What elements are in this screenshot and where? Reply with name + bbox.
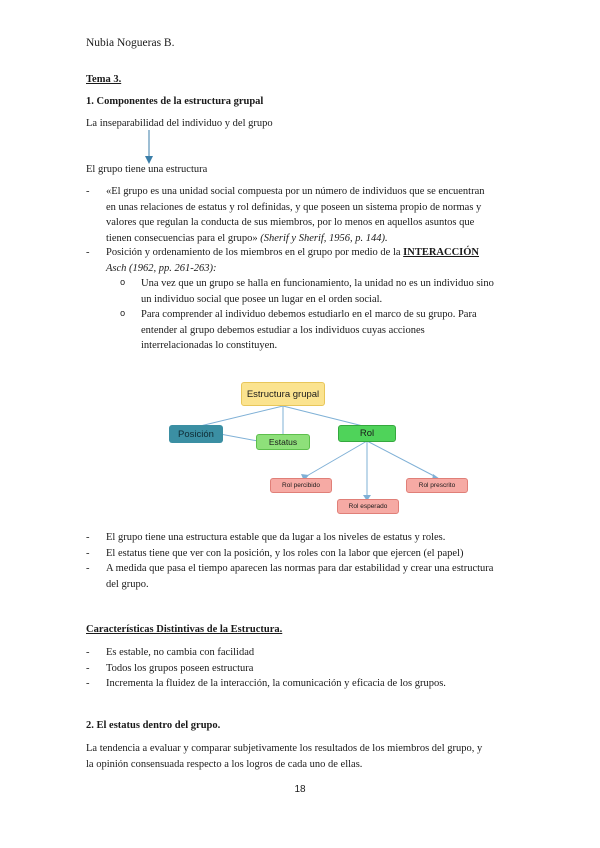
node-rol: Rol (338, 425, 396, 442)
characteristics-heading: Características Distintivas de la Estructura. (86, 624, 283, 635)
node-rol-percibido: Rol percibido (270, 478, 332, 493)
section1-heading: 1. Componentes de la estructura grupal (86, 96, 264, 107)
asch-citation: Asch (1962, pp. 261-263): (106, 262, 217, 274)
bullet-dash: - (86, 647, 90, 658)
bullet-dash: - (86, 662, 90, 674)
bullet-dash: - (86, 678, 90, 689)
bullet-dash: - (86, 247, 90, 258)
connector-posicion-estatus (220, 434, 258, 441)
node-rol-prescrito: Rol prescrito (406, 478, 468, 493)
connector-root-rol (283, 406, 367, 427)
list-item-text-continued: del grupo. (106, 578, 149, 590)
interaction-line-1: Posición y ordenamiento de los miembros en el grupo por medio de la INTERACCIÓN (106, 247, 479, 258)
list-item-text: Es estable, no cambia con facilidad (106, 647, 255, 658)
intro-line-2: El grupo tiene una estructura (86, 164, 208, 175)
node-estructura-grupal: Estructura grupal (241, 382, 325, 406)
arrowhead-icon (363, 495, 371, 501)
bullet-dash: - (86, 186, 90, 197)
definition-line-2: en unas relaciones de estatus y rol definidas, y que poseen un sistema propio de normas y (106, 201, 482, 213)
connector-root-posicion (196, 406, 283, 427)
sub-bullet-marker: o (120, 278, 126, 288)
definition-line-3: valores que regulan la conducta de sus miembros, por lo menos en aquellos asuntos que (106, 217, 475, 228)
bullet-dash: - (86, 563, 90, 574)
list-item-text: Todos los grupos poseen estructura (106, 662, 254, 674)
connector-rol-prescrito (367, 441, 436, 477)
sub-bullet-1-line-1: Una vez que un grupo se halla en funcionamiento, la unidad no es un individuo sino (141, 278, 494, 289)
page-number: 18 (294, 784, 306, 795)
list-item-text: El grupo tiene una estructura estable que da lugar a los niveles de estatus y roles. (106, 532, 446, 543)
down-arrow-icon (143, 130, 155, 166)
sub-bullet-1-line-2: un individuo social que posee un lugar en el orden social. (141, 293, 383, 305)
connector-rol-percibido (305, 441, 367, 477)
interaction-keyword: INTERACCIÓN (403, 247, 479, 258)
topic-title: Tema 3. (86, 74, 122, 85)
sub-bullet-marker: o (120, 309, 126, 319)
section2-line-1: La tendencia a evaluar y comparar subjetivamente los resultados de los miembros del grupo, y (86, 743, 483, 754)
node-rol-esperado: Rol esperado (337, 499, 399, 514)
definition-citation: (Sherif y Sherif, 1956, p. 144). (260, 232, 388, 244)
list-item-text: Incrementa la fluidez de la interacción, la comunicación y eficacia de los grupos. (106, 678, 446, 689)
section2-line-2: la opinión consensuada respecto a los logros de cada uno de ellas. (86, 758, 363, 770)
arrowhead-icon (301, 474, 309, 481)
definition-line-1: «El grupo es una unidad social compuesta por un número de individuos que se encuentran (106, 186, 485, 197)
list-item-text: El estatus tiene que ver con la posición, y los roles con la labor que ejercen (el papel) (106, 547, 464, 559)
sub-bullet-2-line-3: interrelacionadas lo constituyen. (141, 340, 278, 351)
node-estatus: Estatus (256, 434, 310, 450)
arrowhead-icon (432, 474, 440, 481)
section2-heading: 2. El estatus dentro del grupo. (86, 720, 221, 731)
bullet-dash: - (86, 532, 90, 543)
bullet-dash: - (86, 547, 90, 559)
definition-line-4: tienen consecuencias para el grupo» (Sherif y Sherif, 1956, p. 144). (106, 232, 388, 244)
author-header: Nubia Nogueras B. (86, 37, 175, 49)
sub-bullet-2-line-1: Para comprender al individuo debemos estudiarlo en el marco de su grupo. Para (141, 309, 477, 320)
list-item-text: A medida que pasa el tiempo aparecen las normas para dar estabilidad y crear una estructura (106, 563, 494, 574)
sub-bullet-2-line-2: entender al grupo debemos estudiar a los individuos cuyas acciones (141, 324, 425, 336)
node-posicion: Posición (169, 425, 223, 443)
intro-line-1: La inseparabilidad del individuo y del grupo (86, 118, 273, 129)
